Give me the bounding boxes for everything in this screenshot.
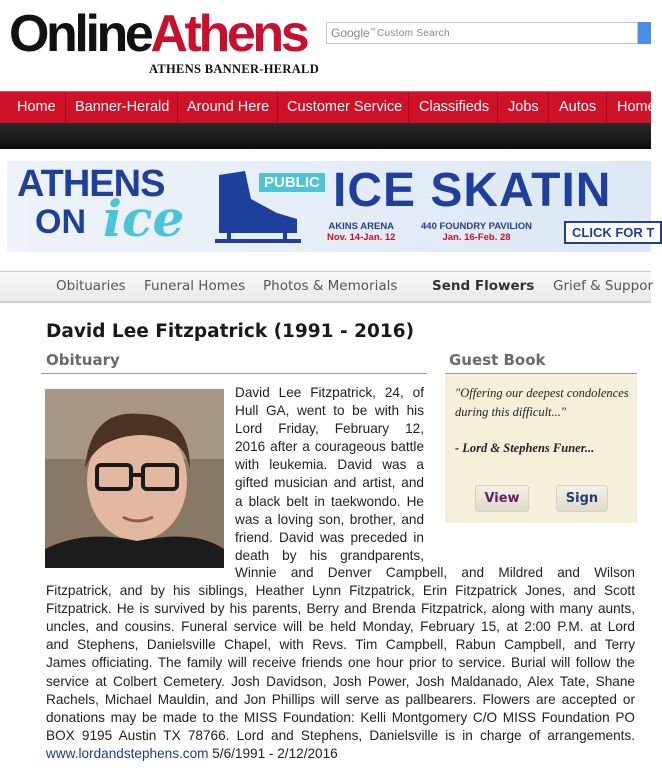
- nav-divider: [277, 92, 278, 123]
- guestbook-box: [445, 374, 637, 523]
- life-dates: 5/6/1991 - 2/12/2016: [208, 745, 338, 761]
- banner-public-badge: PUBLIC: [259, 173, 325, 192]
- nav-around-here[interactable]: Around Here: [187, 99, 270, 115]
- tab-photos-memorials[interactable]: Photos & Memorials: [263, 278, 398, 294]
- banner-click-button[interactable]: CLICK FOR T: [564, 221, 662, 244]
- search-input[interactable]: [326, 22, 638, 44]
- nav-customer-service[interactable]: Customer Service: [287, 99, 403, 115]
- nav-classifieds[interactable]: Classifieds: [419, 99, 490, 115]
- banner-on: ON: [35, 203, 86, 241]
- nav-divider: [177, 92, 178, 123]
- nav-divider: [497, 92, 498, 123]
- guestbook-quote: "Offering our deepest condolences during this difficult...": [455, 386, 629, 419]
- tab-obituaries[interactable]: Obituaries: [56, 278, 126, 294]
- sign-button[interactable]: Sign: [556, 485, 608, 512]
- banner-venue-2: 440 FOUNDRY PAVILION Jan. 16-Feb. 28: [421, 221, 533, 243]
- logo-wordmark: OnlineAthens: [9, 5, 307, 63]
- search-placeholder: Custom Search: [377, 28, 450, 39]
- logo-subtitle: ATHENS BANNER-HERALD: [149, 62, 320, 76]
- tab-grief-support[interactable]: Grief & Suppor: [553, 278, 654, 294]
- obituary-heading: Obituary: [46, 351, 120, 369]
- obituary-footer-line: [46, 745, 635, 763]
- banner-ice: ice: [103, 189, 185, 248]
- nav-banner-herald[interactable]: Banner-Herald: [75, 99, 170, 115]
- view-button[interactable]: View: [475, 485, 529, 512]
- tab-funeral-homes[interactable]: Funeral Homes: [144, 278, 246, 294]
- search-button[interactable]: [638, 22, 651, 44]
- obituary-text-bottom: Winnie and Denver Campbell, and Mildred and Wilson Fitzpatrick, and by his siblings, Heather Lynn Fitzpatrick, Erin Fitzpatrick Jones, and Scott Fitzpatrick. He is survived by his parents, Berry and Brenda Fitzpatrick, along with many aunts, uncles, and cousins. Funeral service will be held Monday, February 15, at 2:00 P.M. at Lord and Stephens, Danielsville Chapel, with Revs. Tim Campbell, Rabun Campbell, and Terry James officiating. The family will receive friends one hour prior to service. Burial will follow the service at Colbert Cemetery. Josh Davidson, Josh Power, Josh Maldanado, Alex Tate, Shane Rachels, Michael Mauldin, and Jon Phillips will serve as pallbearers. Flowers are accepted or donations may be made to the MISS Foundation: Kelli Montgomery C/O MISS Foundation PO BOX 9195 Austin TX 78766. Lord and Stephens, Danielsville is in charge of arrangements. www.lordandstephens.com 5/6/1991 - 2/12/2016: [46, 564, 635, 763]
- banner-venue-1: AKINS ARENA Nov. 14-Jan. 12: [327, 221, 396, 243]
- guestbook-signature: - Lord & Stephens Funer...: [455, 441, 595, 455]
- main-nav: [0, 91, 656, 123]
- guestbook-heading: Guest Book: [449, 351, 546, 369]
- obituary-text-top: David Lee Fitzpatrick, 24, of Hull GA, went to be with his Lord Friday, February 12, 2016 after a courageous battle with leukemia. David was a gifted musician and artist, and a black belt in taekwondo. He was a loving son, brother, and friend. David was preceded in death by his grandparents,: [235, 385, 424, 563]
- banner-ice-skating: ICE SKATIN: [333, 164, 612, 217]
- nav-divider: [606, 92, 607, 123]
- portrait-image: [45, 389, 224, 568]
- site-logo[interactable]: [9, 5, 320, 76]
- google-brand: Google™: [331, 26, 376, 40]
- banner-athens: ATHENS: [17, 163, 165, 205]
- tab-send-flowers[interactable]: Send Flowers: [432, 278, 535, 294]
- nav-divider: [408, 92, 409, 123]
- ad-banner[interactable]: [7, 161, 655, 252]
- obituary-divider: [41, 373, 427, 374]
- nav-autos[interactable]: Autos: [559, 99, 597, 115]
- sub-nav-bar: [0, 123, 651, 149]
- nav-divider: [65, 92, 66, 123]
- nav-home-2[interactable]: Home: [617, 99, 656, 115]
- nav-home[interactable]: Home: [17, 99, 56, 115]
- nav-divider: [548, 92, 549, 123]
- obituary-photo: [45, 389, 224, 568]
- funeral-home-link[interactable]: www.lordandstephens.com: [46, 745, 209, 761]
- nav-jobs[interactable]: Jobs: [508, 99, 539, 115]
- page-title: David Lee Fitzpatrick (1991 - 2016): [46, 321, 415, 342]
- obituary-tabs: [0, 271, 654, 303]
